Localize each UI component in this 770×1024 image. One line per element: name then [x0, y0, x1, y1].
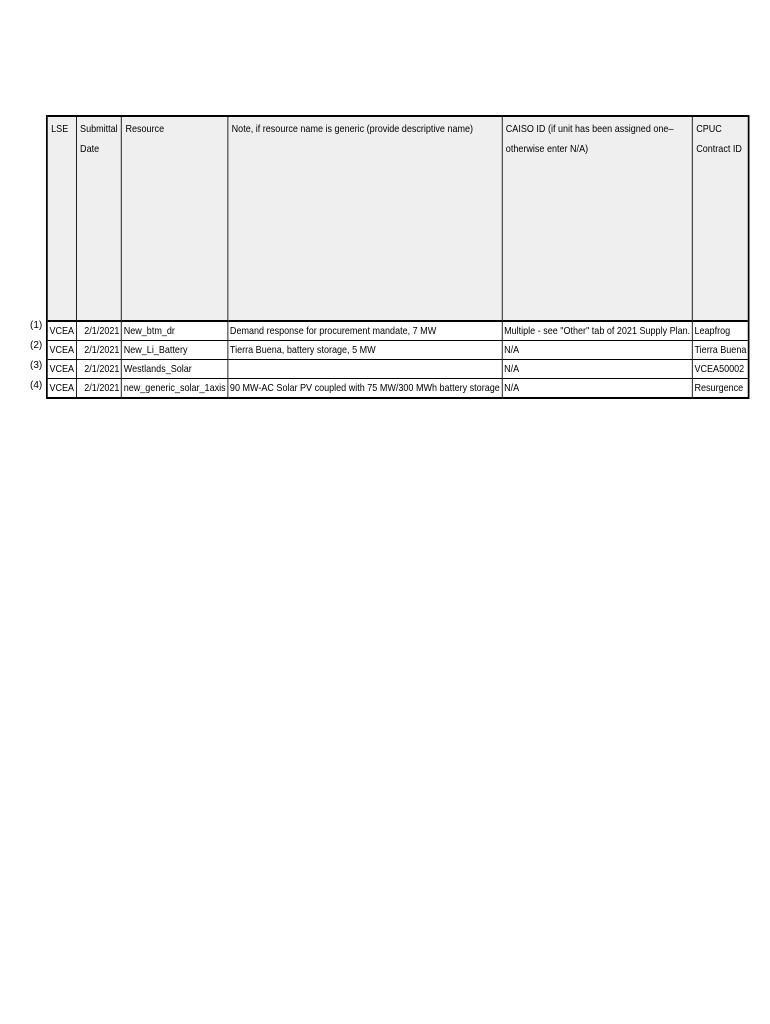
cell-caiso-id: N/A: [502, 360, 692, 379]
cell-lse: VCEA: [47, 379, 76, 399]
cell-date: 2/1/2021: [76, 379, 121, 399]
cell-date: 2/1/2021: [76, 341, 121, 360]
cell-caiso-id: N/A: [502, 379, 692, 399]
cell-date: 2/1/2021: [76, 321, 121, 341]
header-resource: Resource: [122, 116, 228, 321]
cell-note: Tierra Buena, battery storage, 5 MW: [228, 341, 502, 360]
row-number-column: [30, 317, 42, 397]
resource-table: [46, 115, 750, 399]
cell-cpuc-id: Tierra Buena: [692, 341, 749, 360]
row-number: (4): [30, 380, 43, 391]
cell-resource: Westlands_Solar: [122, 360, 228, 379]
header-cpuc-contract-id: CPUC Contract ID: [692, 116, 749, 321]
cell-cpuc-id: VCEA50002: [692, 360, 749, 379]
table-row: [47, 379, 749, 399]
cell-note: 90 MW-AC Solar PV coupled with 75 MW/300 MWh battery storage: [228, 379, 502, 399]
row-number: (3): [30, 360, 43, 371]
cell-resource: new_generic_solar_1axis: [122, 379, 228, 399]
header-caiso-id: CAISO ID (if unit has been assigned one– otherwise enter N/A): [502, 116, 692, 321]
cell-lse: VCEA: [47, 360, 76, 379]
cell-lse: VCEA: [47, 341, 76, 360]
cell-date: 2/1/2021: [76, 360, 121, 379]
cell-resource: New_Li_Battery: [122, 341, 228, 360]
header-lse: LSE: [47, 116, 76, 321]
header-submittal-date: Submittal Date: [76, 116, 121, 321]
cell-caiso-id: N/A: [502, 341, 692, 360]
row-number: (2): [30, 340, 43, 351]
cell-cpuc-id: Leapfrog: [692, 321, 749, 341]
table-row: [47, 321, 749, 341]
cell-cpuc-id: Resurgence: [692, 379, 749, 399]
cell-caiso-id: Multiple - see "Other" tab of 2021 Supply Plan.: [502, 321, 692, 341]
cell-note: [228, 360, 502, 379]
row-number: (1): [30, 320, 43, 331]
table-row: [47, 360, 749, 379]
cell-lse: VCEA: [47, 321, 76, 341]
cell-resource: New_btm_dr: [122, 321, 228, 341]
table-row: [47, 341, 749, 360]
header-note: Note, if resource name is generic (provide descriptive name): [228, 116, 502, 321]
cell-note: Demand response for procurement mandate, 7 MW: [228, 321, 502, 341]
header-row: [47, 116, 749, 321]
